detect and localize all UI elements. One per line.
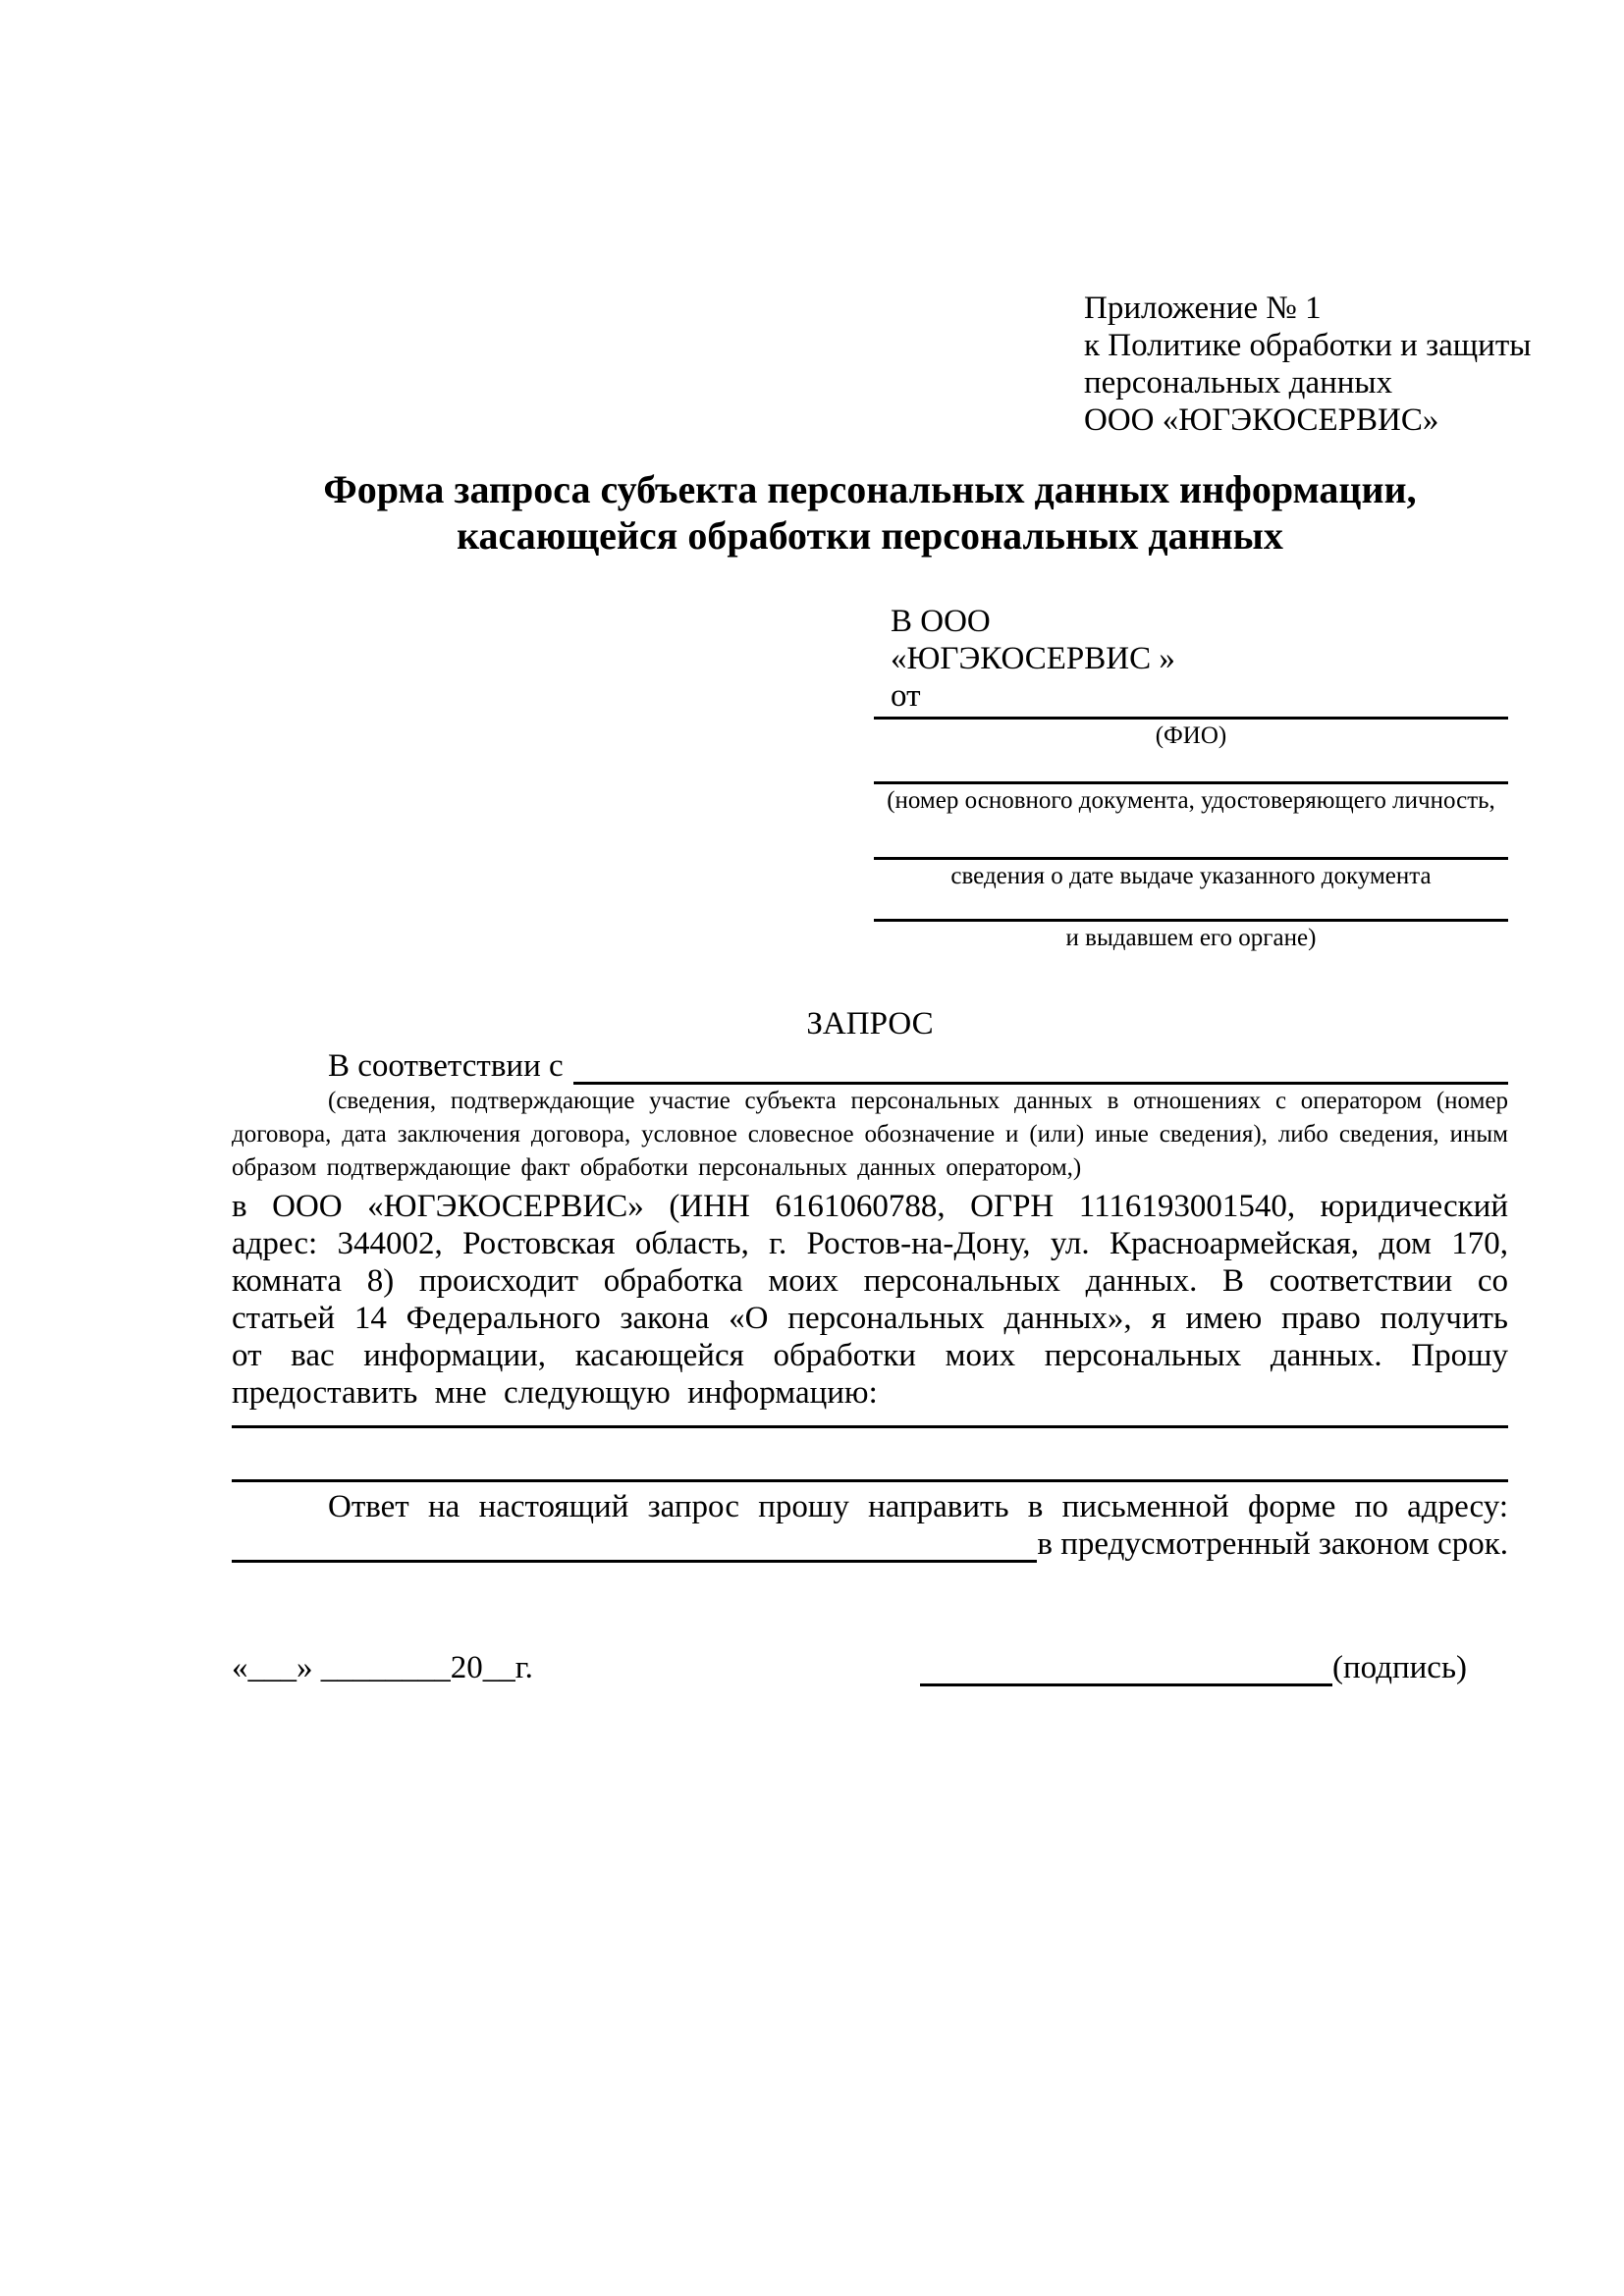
doc-number-caption: (номер основного документа, удостоверяющего личность,: [887, 787, 1495, 814]
addressee-from-label: от: [891, 678, 921, 714]
basis-blank-line: [573, 1048, 1508, 1085]
document-title: [232, 466, 1508, 559]
appendix-line-3: персональных данных: [1084, 365, 1393, 400]
addressee-block: [874, 603, 1508, 954]
addressee-to-line-2: «ЮГЭКОСЕРВИС »: [891, 641, 1175, 676]
issuing-authority-caption: и выдавшем его органе): [1065, 925, 1317, 951]
reply-address-row: [232, 1525, 1508, 1563]
appendix-line-1: Приложение № 1: [1084, 291, 1322, 326]
request-heading: ЗАПРОС: [806, 1006, 934, 1041]
reply-address-sentence: Ответ на настоящий запрос прошу направить в письменной форме по адресу:: [328, 1489, 1508, 1524]
signature-group: [920, 1649, 1467, 1686]
appendix-line-4: ООО «ЮГЭКОСЕРВИС»: [1084, 402, 1439, 438]
info-blank-line-2: [232, 1428, 1508, 1482]
basis-prefix-text: В соответствии с: [328, 1048, 564, 1084]
addressee-to-line-1: В ООО: [891, 604, 991, 639]
signature-blank-line: [920, 1650, 1332, 1686]
issue-date-caption: сведения о дате выдаче указанного документа: [950, 863, 1432, 889]
issuing-authority-blank-line: [874, 892, 1508, 922]
footer-row: [232, 1649, 1508, 1686]
date-blank: «___» ________20__г.: [232, 1650, 533, 1685]
basis-note: (сведения, подтверждающие участие субъекта персональных данных в отношениях с оператором (номер договора, дата заключения договора, условное словесное обозначение и (или) иные сведения), либо сведения, иным образом подтверждающие факт обработки персональных данных оператором,): [232, 1088, 1508, 1181]
fio-caption: (ФИО): [1155, 722, 1227, 749]
appendix-line-2: к Политике обработки и защиты: [1084, 328, 1532, 363]
reply-address-blank-line: [232, 1526, 1037, 1563]
request-body-paragraph: в ООО «ЮГЭКОСЕРВИС» (ИНН 6161060788, ОГРН 1116193001540, юридический адрес: 344002, Ростовская область, г. Ростов-на-Дону, ул. Красноармейская, дом 170, комната 8) происходит обработка моих персональных данных. В соответствии со статьей 14 Федерального закона «О персональных данных», я имею право получить от вас информации, касающейся обработки моих персональных данных. Прошу предоставить мне следующую информацию:: [232, 1189, 1508, 1411]
title-line-2: касающейся обработки персональных данных: [457, 513, 1283, 558]
issue-date-blank-line: [874, 817, 1508, 860]
doc-number-blank-line: [874, 752, 1508, 784]
basis-sentence: [232, 1047, 1508, 1085]
appendix-block: [1084, 290, 1532, 439]
reply-deadline-text: в предусмотренный законом срок.: [1037, 1526, 1508, 1562]
signature-caption: (подпись): [1332, 1650, 1467, 1685]
info-blank-line-1: [232, 1412, 1508, 1428]
title-line-1: Форма запроса субъекта персональных данных информации,: [323, 467, 1417, 511]
document-content: [232, 0, 1532, 1686]
